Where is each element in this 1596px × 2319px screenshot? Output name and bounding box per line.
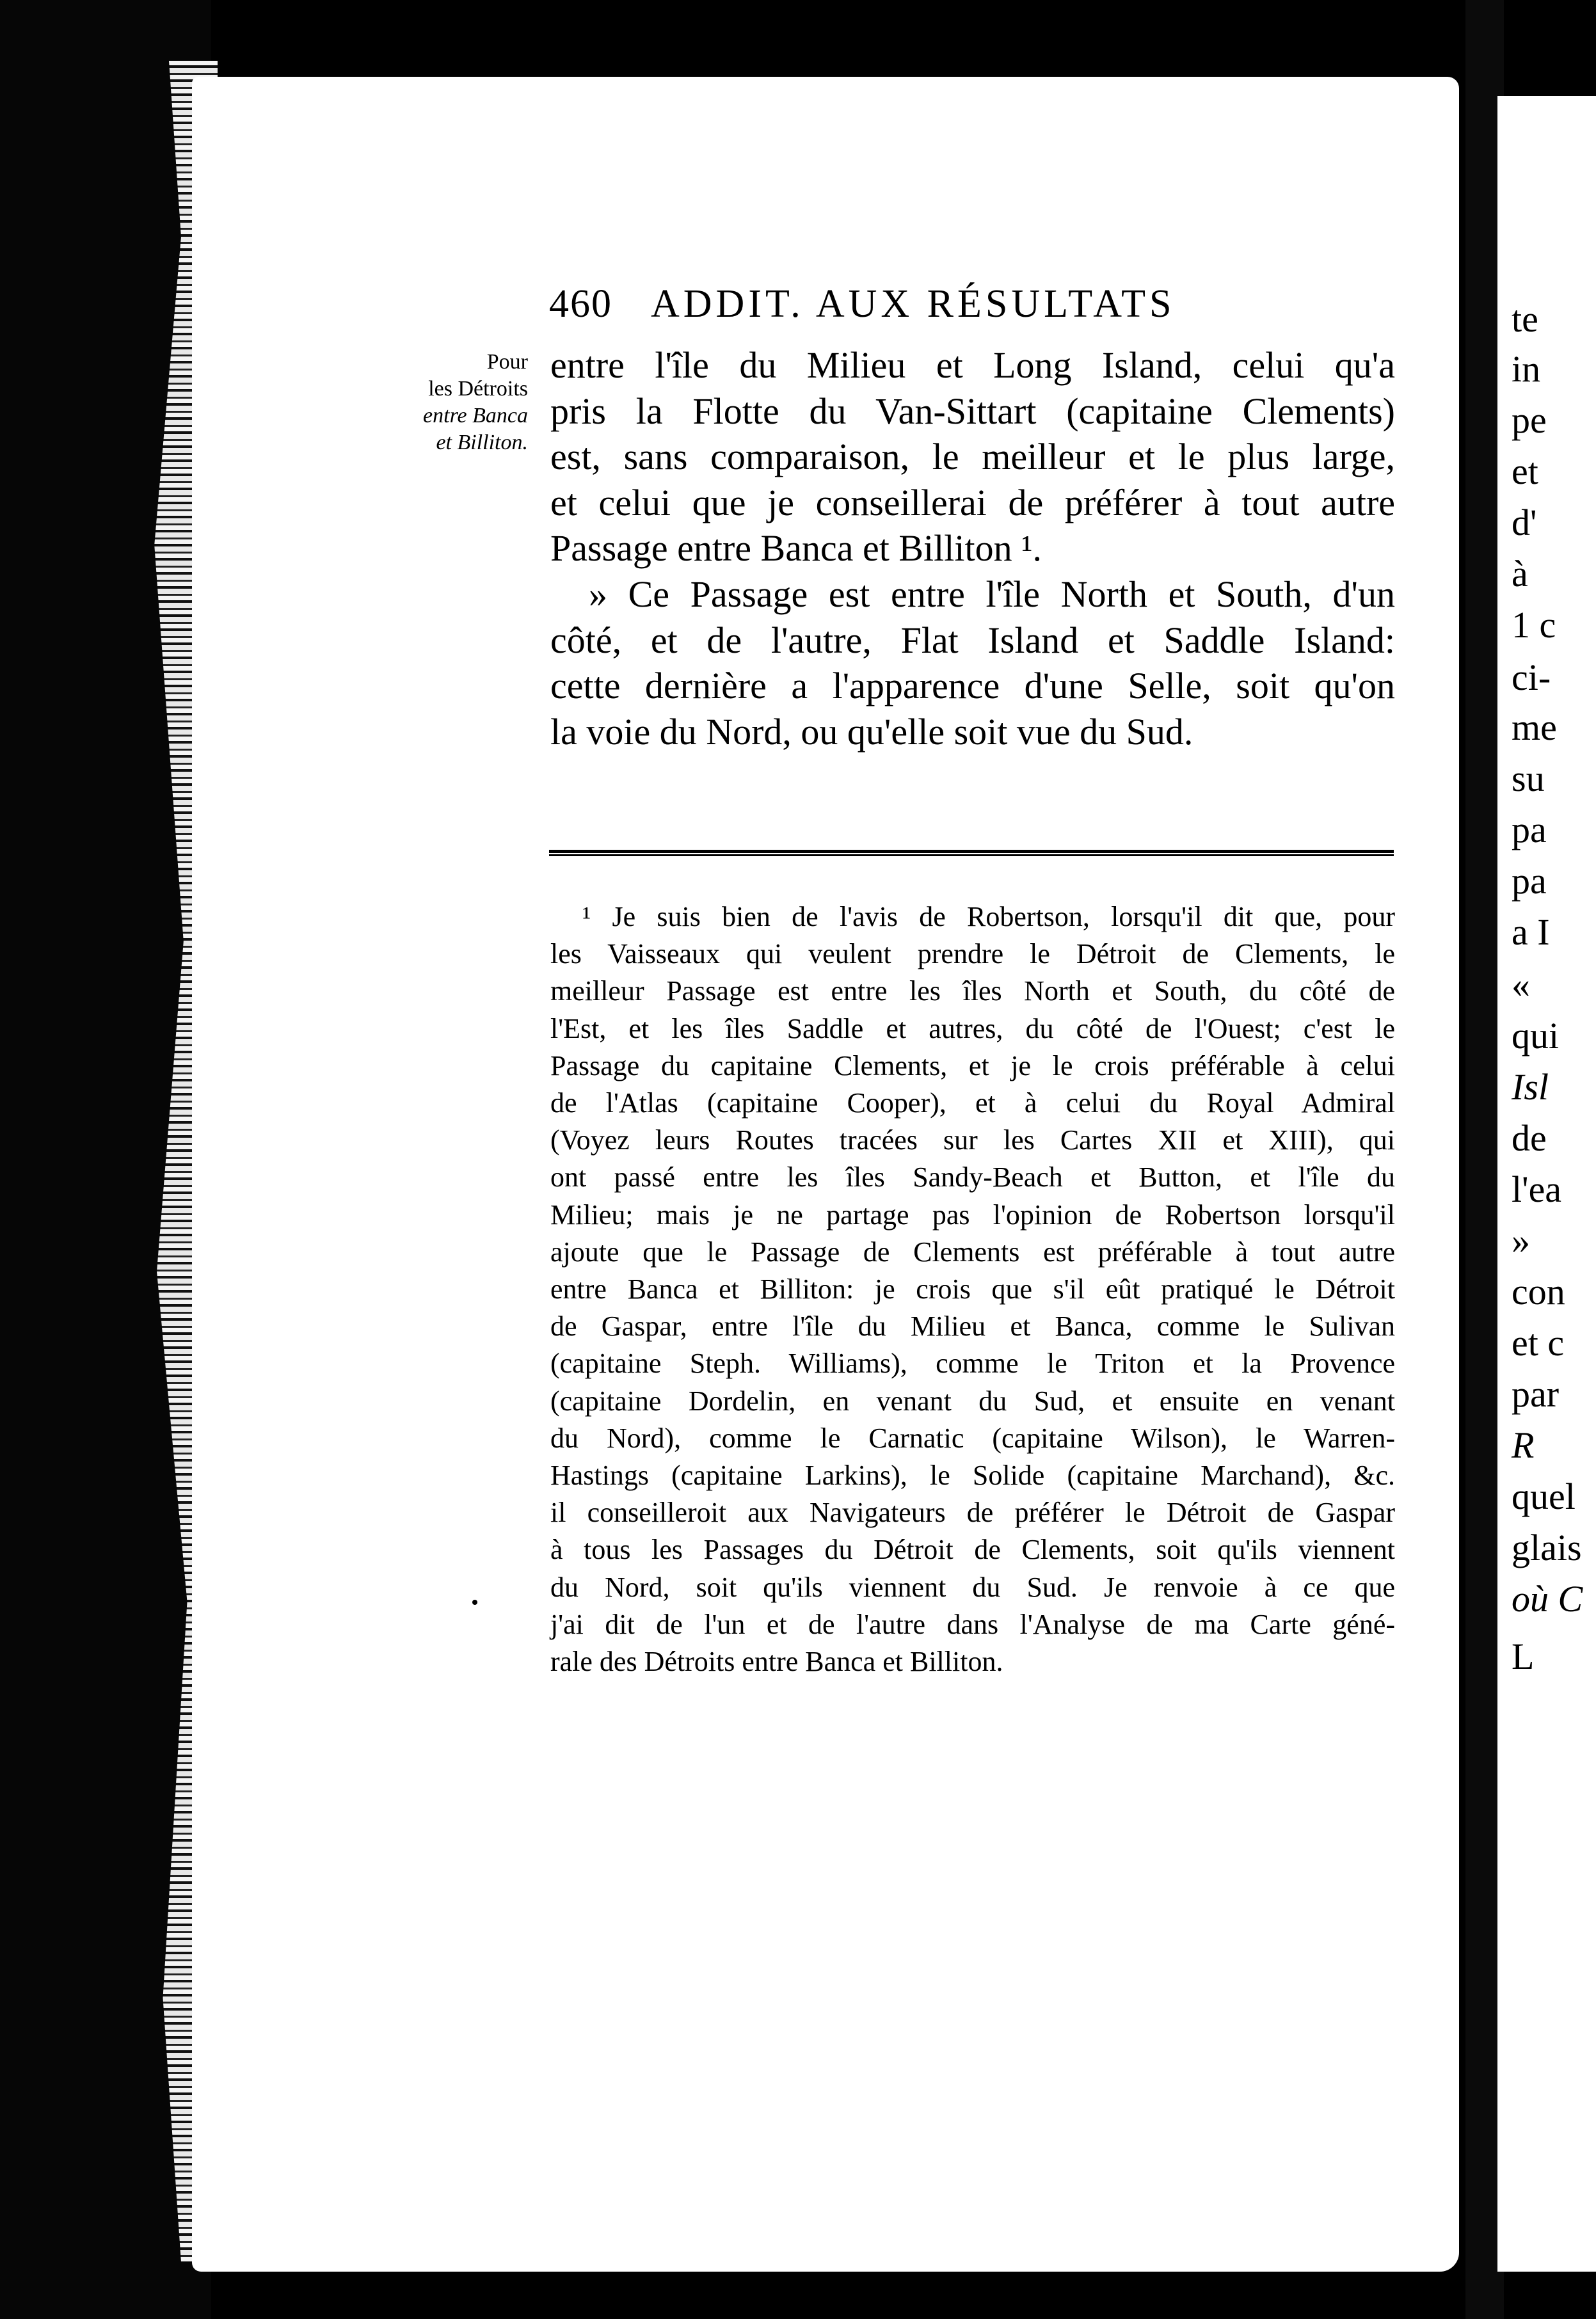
facing-page-text-fragment: d' xyxy=(1512,502,1537,543)
footnote-line: entre Banca et Billiton: je crois que s'il eût pratiqué le Détroit xyxy=(550,1273,1395,1305)
margin-note-line: les Détroits xyxy=(428,377,528,401)
facing-page-text-fragment: a I xyxy=(1512,911,1550,953)
footnote-line: Hastings (capitaine Larkins), le Solide (capitaine Marchand), &c. xyxy=(550,1460,1395,1491)
facing-page-text-fragment: qui xyxy=(1512,1015,1560,1056)
footnote-line: à tous les Passages du Détroit de Clements, soit qu'ils viennent xyxy=(550,1534,1395,1566)
body-line: » Ce Passage est entre l'île North et South, d'un xyxy=(589,573,1395,615)
footnote-line: rale des Détroits entre Banca et Billiton. xyxy=(550,1646,1003,1677)
facing-page-text-fragment: ci- xyxy=(1512,657,1551,698)
footnote-line: de Gaspar, entre l'île du Milieu et Banca, comme le Sulivan xyxy=(550,1311,1395,1343)
facing-page-text-fragment: par xyxy=(1512,1373,1560,1415)
body-line: cette dernière a l'apparence d'une Selle, soit qu'on xyxy=(550,665,1395,707)
footnote-line: (capitaine Dordelin, en venant du Sud, et ensuite en venant xyxy=(550,1385,1395,1417)
facing-page-text-fragment: R xyxy=(1512,1424,1535,1466)
facing-page-text-fragment: L xyxy=(1512,1636,1535,1677)
facing-page-fragment xyxy=(1497,96,1596,2272)
facing-page-text-fragment: pe xyxy=(1512,399,1547,441)
footnote-line: ajoute que le Passage de Clements est préférable à tout autre xyxy=(550,1236,1395,1268)
footnote-line: ont passé entre les îles Sandy-Beach et Button, et l'île du xyxy=(550,1161,1395,1193)
body-line: et celui que je conseillerai de préférer à tout autre xyxy=(550,481,1395,523)
margin-note xyxy=(368,349,528,456)
facing-page-text-fragment: me xyxy=(1512,706,1557,748)
facing-page-text-fragment: 1 c xyxy=(1512,604,1556,646)
margin-note-line: et Billiton. xyxy=(436,431,528,454)
facing-page-text-fragment: et c xyxy=(1512,1322,1565,1364)
body-line: Passage entre Banca et Billiton ¹. xyxy=(550,527,1042,570)
facing-page-text-fragment: « xyxy=(1512,964,1530,1005)
facing-page-text-fragment: » xyxy=(1512,1220,1530,1261)
footnote-line: du Nord), comme le Carnatic (capitaine Wilson), le Warren- xyxy=(550,1422,1395,1454)
footnote-line: meilleur Passage est entre les îles North et South, du côté de xyxy=(550,975,1395,1007)
footnote-line: l'Est, et les îles Saddle et autres, du côté de l'Ouest; c'est le xyxy=(550,1012,1395,1044)
running-head xyxy=(549,282,1175,327)
footnote-line: les Vaisseaux qui veulent prendre le Détroit de Clements, le xyxy=(550,938,1395,970)
facing-page-text-fragment: Isl xyxy=(1512,1066,1549,1108)
footnote-line: (capitaine Steph. Williams), comme le Triton et la Provence xyxy=(550,1348,1395,1380)
running-title: ADDIT. AUX RÉSULTATS xyxy=(651,282,1176,326)
body-line: entre l'île du Milieu et Long Island, celui qu'a xyxy=(550,344,1395,386)
footnote-line: Passage du capitaine Clements, et je le crois préférable à celui xyxy=(550,1049,1395,1081)
facing-page-text-fragment: con xyxy=(1512,1271,1565,1312)
footnote-line: (Voyez leurs Routes tracées sur les Cartes XII et XIII), qui xyxy=(550,1124,1395,1156)
body-line: côté, et de l'autre, Flat Island et Saddle Island: xyxy=(550,619,1395,661)
body-line: la voie du Nord, ou qu'elle soit vue du Sud. xyxy=(550,710,1193,753)
footnote-line: du Nord, soit qu'ils viennent du Sud. Je renvoie à ce que xyxy=(550,1571,1395,1603)
body-line: pris la Flotte du Van-Sittart (capitaine Clements) xyxy=(550,390,1395,432)
facing-page-text-fragment: l'ea xyxy=(1512,1168,1562,1210)
facing-page-text-fragment: où C xyxy=(1512,1578,1583,1620)
facing-page-text-fragment: te xyxy=(1512,298,1538,340)
facing-page-text-fragment: à xyxy=(1512,553,1528,594)
ink-speck xyxy=(472,1600,477,1605)
facing-page-text-fragment: pa xyxy=(1512,809,1547,850)
margin-note-line: Pour xyxy=(486,350,528,374)
facing-page-text-fragment: su xyxy=(1512,758,1545,799)
facing-page-text-fragment: et xyxy=(1512,450,1538,492)
footnote-line: de l'Atlas (capitaine Cooper), et à celui du Royal Admiral xyxy=(550,1087,1395,1119)
footnote-rule xyxy=(549,850,1394,856)
facing-page-text-fragment: quel xyxy=(1512,1476,1576,1517)
margin-note-line: entre Banca xyxy=(423,404,528,427)
footnote-line: ¹ Je suis bien de l'avis de Robertson, lorsqu'il dit que, pour xyxy=(582,901,1395,932)
footnote-line: il conseilleroit aux Navigateurs de préférer le Détroit de Gaspar xyxy=(550,1497,1395,1529)
facing-page-text-fragment: glais xyxy=(1512,1527,1582,1568)
page-number: 460 xyxy=(549,282,612,326)
footnote-line: j'ai dit de l'un et de l'autre dans l'Analyse de ma Carte géné- xyxy=(550,1608,1395,1640)
facing-page-text-fragment: pa xyxy=(1512,860,1547,902)
facing-page-text-fragment: in xyxy=(1512,348,1541,390)
footnote-line: Milieu; mais je ne partage pas l'opinion de Robertson lorsqu'il xyxy=(550,1199,1395,1231)
body-line: est, sans comparaison, le meilleur et le plus large, xyxy=(550,436,1395,478)
facing-page-text-fragment: de xyxy=(1512,1117,1547,1159)
